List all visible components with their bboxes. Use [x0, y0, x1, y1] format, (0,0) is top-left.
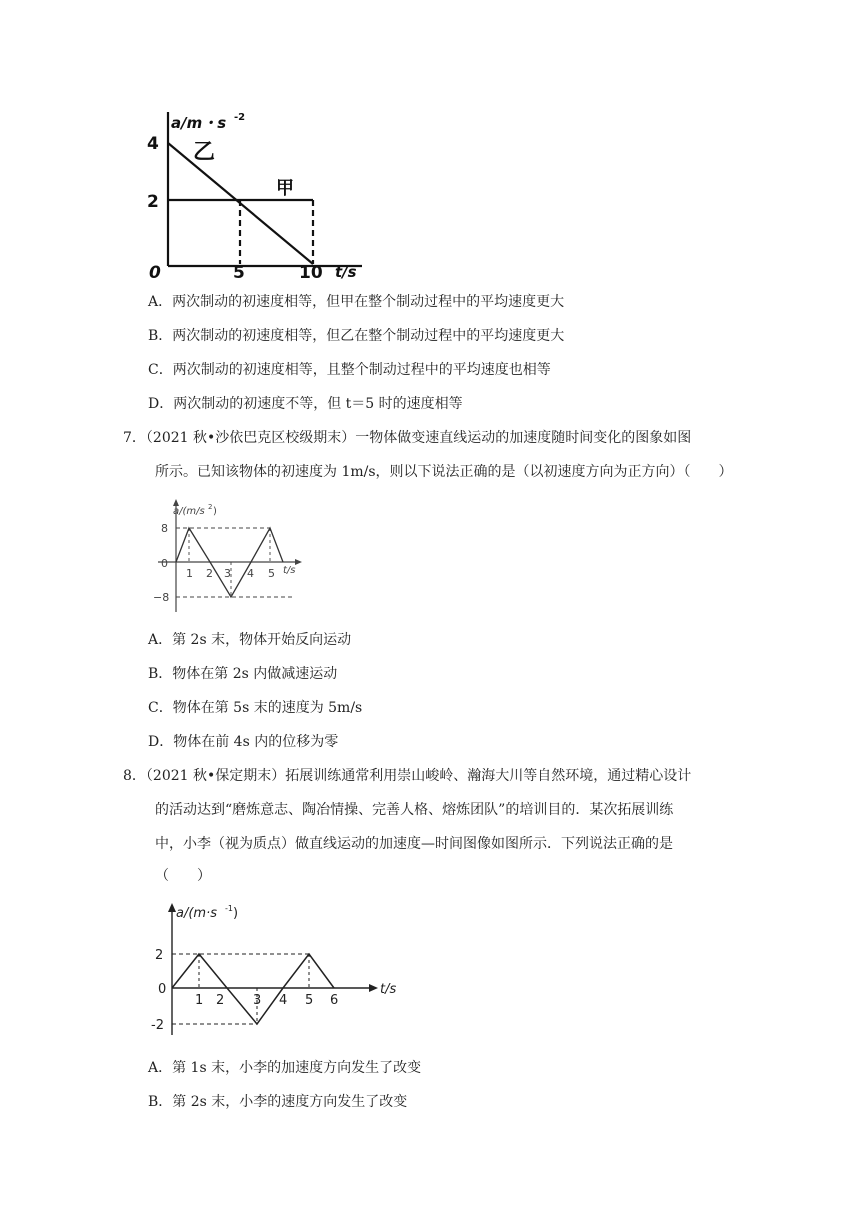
fig3-ylabel-exp: -1	[225, 904, 233, 913]
fig1-series-yi-label: 乙	[193, 140, 216, 165]
q8-option-b: B．第 2s 末，小李的速度方向发生了改变	[148, 1094, 408, 1110]
fig1-xtick-0: 0	[149, 263, 161, 283]
fig1-xtick-5: 5	[233, 263, 245, 283]
fig1-ytick-2: 2	[147, 192, 159, 212]
q6-option-c: C．两次制动的初速度相等，且整个制动过程中的平均速度也相等	[148, 362, 551, 378]
q7-option-b: B．物体在第 2s 内做减速运动	[148, 666, 338, 682]
q7-option-c: C．物体在第 5s 末的速度为 5m/s	[148, 700, 363, 716]
fig2-ytick-0: 0	[161, 557, 168, 570]
figure-2-acceleration-graph	[145, 495, 315, 615]
fig3-ylabel: a/(m·s	[176, 906, 217, 921]
fig2-ytick-neg8: −8	[153, 591, 170, 604]
fig1-series-jia-label: 甲	[276, 178, 294, 199]
fig2-ylabel: a/(m/s	[173, 506, 205, 517]
fig3-ytick-0: 0	[158, 982, 167, 997]
q8-stem-line-3: 中，小李（视为质点）做直线运动的加速度—时间图像如图所示．下列说法正确的是	[155, 836, 673, 852]
fig2-xtick-3: 3	[224, 567, 231, 580]
fig1-ylabel: a/m・s	[171, 114, 227, 132]
q8-stem-line-4: （ ）	[155, 868, 211, 884]
q7-option-d: D．物体在前 4s 内的位移为零	[148, 734, 339, 750]
q8-option-a: A．第 1s 末，小李的加速度方向发生了改变	[148, 1060, 422, 1076]
fig1-xlabel: t/s	[335, 263, 357, 281]
fig3-xtick-5: 5	[305, 993, 314, 1008]
fig3-xtick-3: 3	[253, 993, 262, 1008]
fig2-xtick-1: 1	[186, 567, 193, 580]
fig3-ytick-neg2: -2	[151, 1018, 164, 1033]
figure-1-acceleration-graph	[140, 100, 380, 285]
fig1-ytick-4: 4	[147, 134, 159, 154]
fig2-ylabel-exp: 2	[208, 503, 213, 511]
q6-option-d: D．两次制动的初速度不等，但 t＝5 时的速度相等	[148, 396, 463, 412]
fig3-ytick-2: 2	[155, 948, 164, 963]
q8-stem-line-2: 的活动达到“磨炼意志、陶冶情操、完善人格、熔炼团队”的培训目的．某次拓展训练	[155, 802, 674, 818]
fig3-xtick-1: 1	[195, 993, 204, 1008]
fig2-xtick-4: 4	[247, 567, 254, 580]
q6-option-a: A．两次制动的初速度相等，但甲在整个制动过程中的平均速度更大	[148, 294, 565, 310]
q7-stem-line-2: 所示。已知该物体的初速度为 1m/s，则以下说法正确的是（以初速度方向为正方向）（ ）	[155, 464, 733, 480]
fig1-ylabel-exp: -2	[234, 112, 246, 123]
q7-option-a: A．第 2s 末，物体开始反向运动	[148, 632, 352, 648]
fig2-ytick-8: 8	[161, 522, 168, 535]
q7-stem-line-1: 7．（2021 秋•沙依巴克区校级期末）一物体做变速直线运动的加速度随时间变化的图象如图	[123, 430, 692, 446]
fig3-xtick-2: 2	[216, 993, 225, 1008]
fig2-xlabel: t/s	[283, 565, 296, 576]
q6-option-b: B．两次制动的初速度相等，但乙在整个制动过程中的平均速度更大	[148, 328, 565, 344]
q8-stem-line-1: 8．（2021 秋•保定期末）拓展训练通常利用崇山峻岭、瀚海大川等自然环境，通过精心设计	[123, 768, 692, 784]
fig3-xtick-4: 4	[279, 993, 288, 1008]
fig2-xtick-2: 2	[206, 567, 213, 580]
fig1-xtick-10: 10	[299, 263, 323, 283]
figure-3-acceleration-graph	[145, 895, 405, 1040]
fig2-xtick-5: 5	[268, 567, 275, 580]
fig2-ylabel-close: )	[213, 506, 217, 517]
fig3-ylabel-close: )	[233, 906, 239, 921]
fig3-xlabel: t/s	[380, 982, 397, 997]
fig3-xtick-6: 6	[330, 993, 339, 1008]
acceleration-line	[172, 954, 334, 1024]
